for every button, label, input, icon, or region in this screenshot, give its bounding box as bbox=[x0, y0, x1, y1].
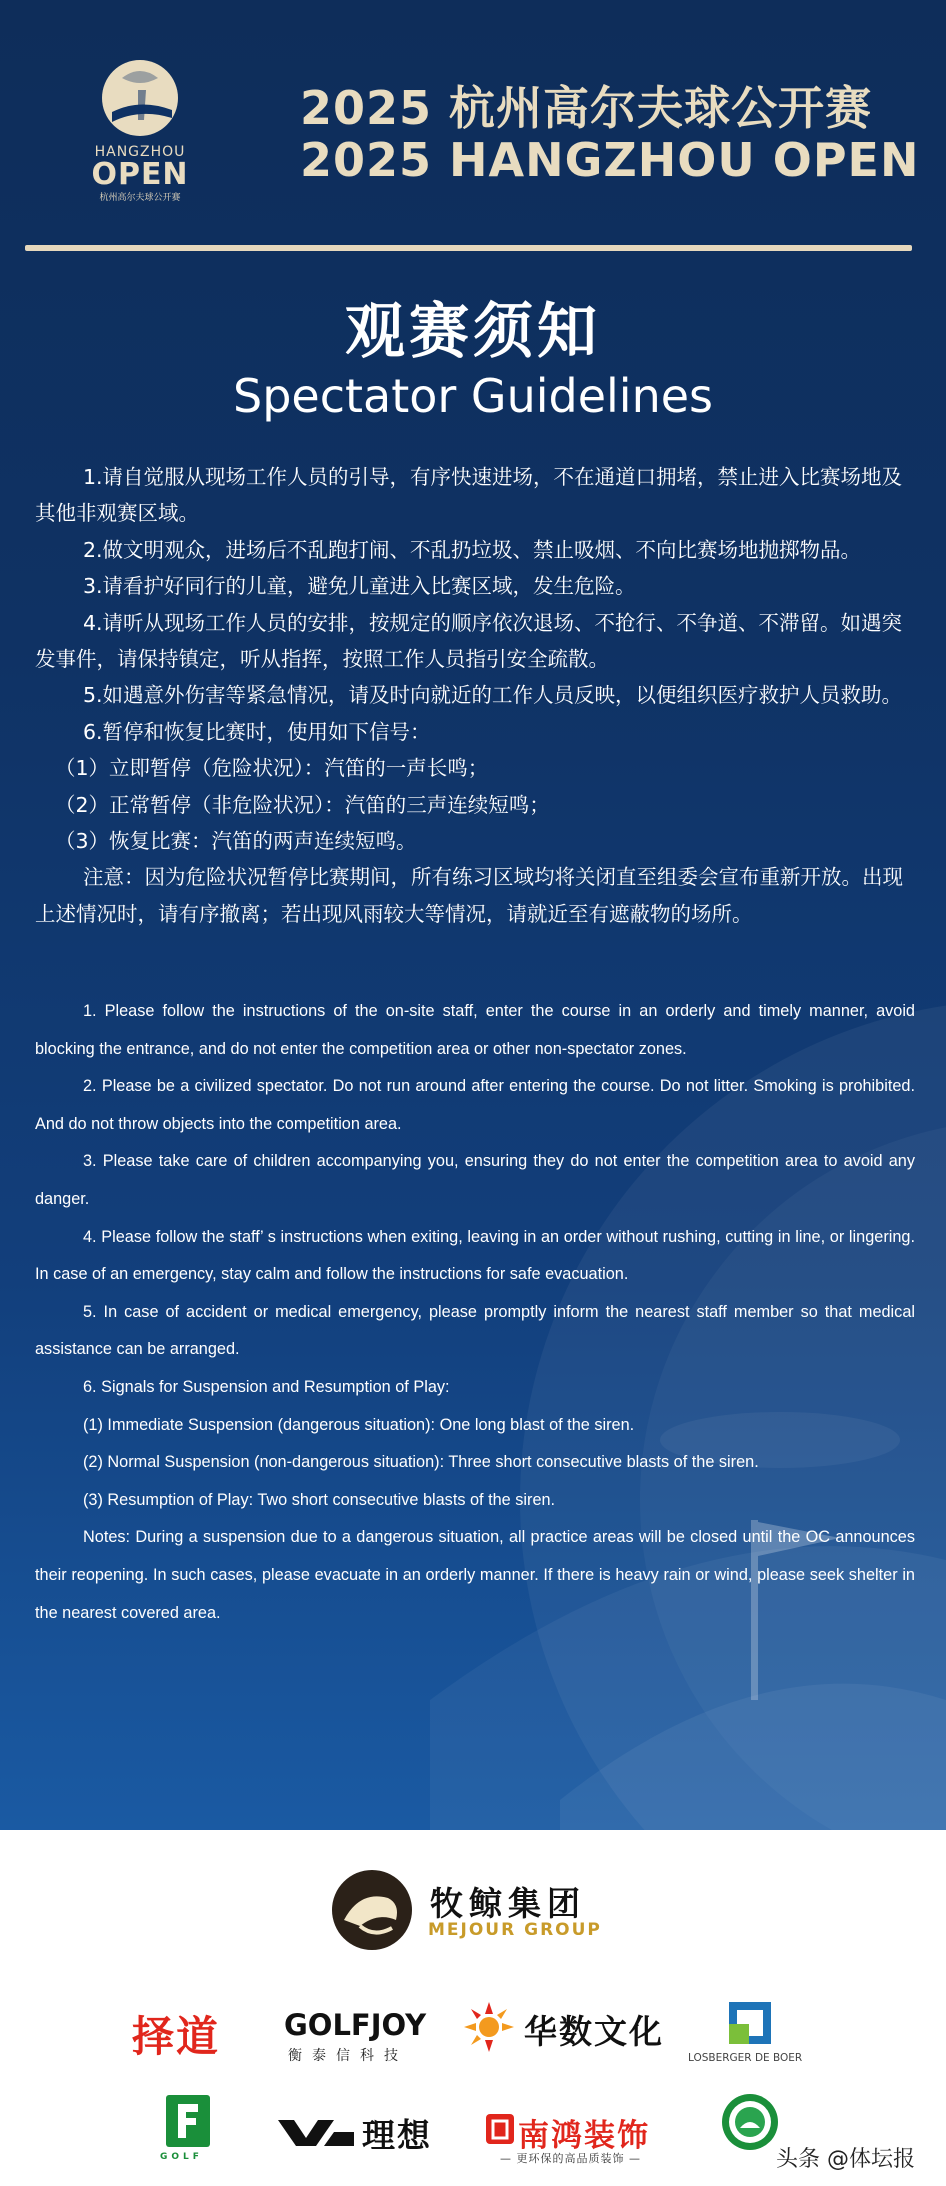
cn-signal-1: （1）立即暂停（危险状况）：汽笛的一声长鸣； bbox=[55, 756, 489, 781]
mejour-en-text: MEJOUR GROUP bbox=[428, 1920, 602, 1940]
zedao-logo-text: 择道 bbox=[132, 2012, 221, 2061]
cn-rule-6: 6.暂停和恢复比赛时，使用如下信号： bbox=[83, 719, 431, 744]
huashu-logo-text: 华数文化 bbox=[524, 2012, 664, 2051]
en-signal-2: (2) Normal Suspension (non-dangerous situation): Three short consecutive blasts of the siren. bbox=[83, 1453, 759, 1472]
en-signal-3: (3) Resumption of Play: Two short consecutive blasts of the siren. bbox=[83, 1490, 556, 1509]
logo-city-text: HANGZHOU bbox=[94, 144, 186, 160]
mejour-logo-icon bbox=[330, 1868, 414, 1952]
nanhong-sub-text: — 更环保的高品质装饰 — bbox=[500, 2152, 641, 2165]
title-en: 2025 HANGZHOU OPEN bbox=[300, 133, 920, 187]
en-notes: Notes: During a suspension due to a dangerous situation, all practice areas will be closed until the OC announces their reopening. In such cases, please evacuate in an orderly manner. If there is heavy rain or wind, please seek shelter in the nearest covered area. bbox=[35, 1528, 915, 1622]
losberger-logo-icon bbox=[725, 1998, 775, 2048]
golfjoy-logo-text: GOLFJOY bbox=[284, 2008, 427, 2042]
en-rule-5: 5. In case of accident or medical emergency, please promptly inform the nearest staff member so that medical assistance can be arranged. bbox=[35, 1302, 915, 1359]
lixiang-logo-text: 理想 bbox=[362, 2116, 432, 2155]
nanhong-logo-text: 南鸿装饰 bbox=[518, 2118, 650, 2154]
en-signal-1: (1) Immediate Suspension (dangerous situation): One long blast of the siren. bbox=[83, 1415, 635, 1434]
cn-guidelines bbox=[35, 459, 915, 932]
association-seal-icon bbox=[720, 2092, 780, 2152]
page-title-cn: 观赛须知 bbox=[345, 297, 601, 367]
event-titles bbox=[300, 81, 920, 187]
lixiang-logo-icon bbox=[276, 2116, 356, 2150]
fila-golf-text: GOLF bbox=[160, 2152, 203, 2162]
title-cn: 2025 杭州高尔夫球公开赛 bbox=[300, 81, 873, 135]
fila-golf-logo-icon bbox=[163, 2092, 213, 2150]
cn-rule-4: 4.请听从现场工作人员的安排，按规定的顺序依次退场、不抢行、不争道、不滞留。如遇突发事件，请保持镇定，听从指挥，按照工作人员指引安全疏散。 bbox=[35, 610, 903, 672]
en-guidelines bbox=[35, 993, 915, 1632]
en-rule-1: 1. Please follow the instructions of the on-site staff, enter the course in an orderly and timely manner, avoid blocking the entrance, and do not enter the competition area or other non-spectator zones. bbox=[35, 1002, 915, 1058]
cn-rule-3: 3.请看护好同行的儿童，避免儿童进入比赛区域，发生危险。 bbox=[83, 574, 636, 599]
cn-signal-3: （3）恢复比赛：汽笛的两声连续短鸣。 bbox=[55, 829, 417, 854]
en-rule-2: 2. Please be a civilized spectator. Do not run around after entering the course. Do not litter. Smoking is prohibited. And do not throw objects into the competition area. bbox=[35, 1077, 915, 1133]
header-divider bbox=[25, 245, 912, 251]
en-rule-3: 3. Please take care of children accompanying you, ensuring they do not enter the competition area to avoid any danger. bbox=[35, 1152, 915, 1208]
logo-cn-text: 杭州高尔夫球公开赛 bbox=[99, 193, 181, 203]
golf-ball-logo-icon bbox=[98, 56, 182, 140]
cn-rule-5: 5.如遇意外伤害等紧急情况，请及时向就近的工作人员反映，以便组织医疗救护人员救助。 bbox=[83, 683, 903, 708]
nanhong-logo-icon bbox=[484, 2112, 516, 2146]
logo-open-text: OPEN bbox=[91, 157, 189, 192]
cn-signal-2: （2）正常暂停（非危险状况）：汽笛的三声连续短鸣； bbox=[55, 792, 550, 817]
watermark-text: 头条 @体坛报 bbox=[776, 2147, 915, 2172]
header bbox=[0, 0, 946, 250]
losberger-logo-text: LOSBERGER DE BOER bbox=[688, 2052, 803, 2064]
golfjoy-sub-text: 衡泰信科技 bbox=[288, 2048, 408, 2064]
en-rule-4: 4. Please follow the staff’ s instructions when exiting, leaving in an order without rushing, cutting in line, or lingering. In case of an emergency, stay calm and follow the instructions for safe evacuation. bbox=[35, 1227, 915, 1284]
cn-rule-1: 1.请自觉服从现场工作人员的引导，有序快速进场，不在通道口拥堵，禁止进入比赛场地及其他非观赛区域。 bbox=[35, 465, 903, 526]
page-title-en: Spectator Guidelines bbox=[233, 369, 713, 423]
huashu-sun-icon bbox=[462, 2000, 516, 2054]
sponsor-area bbox=[0, 1830, 946, 2186]
en-rule-6: 6. Signals for Suspension and Resumption of Play: bbox=[83, 1377, 450, 1396]
hangzhou-open-logo bbox=[84, 56, 196, 216]
cn-note: 注意：因为危险状况暂停比赛期间，所有练习区域均将关闭直至组委会宣布重新开放。出现上述情况时，请有序撤离；若出现风雨较大等情况，请就近至有遮蔽物的场所。 bbox=[35, 865, 903, 926]
cn-rule-2: 2.做文明观众，进场后不乱跑打闹、不乱扔垃圾、禁止吸烟、不向比赛场地抛掷物品。 bbox=[83, 537, 862, 562]
mejour-cn-text: 牧鲸集团 bbox=[430, 1884, 586, 1923]
